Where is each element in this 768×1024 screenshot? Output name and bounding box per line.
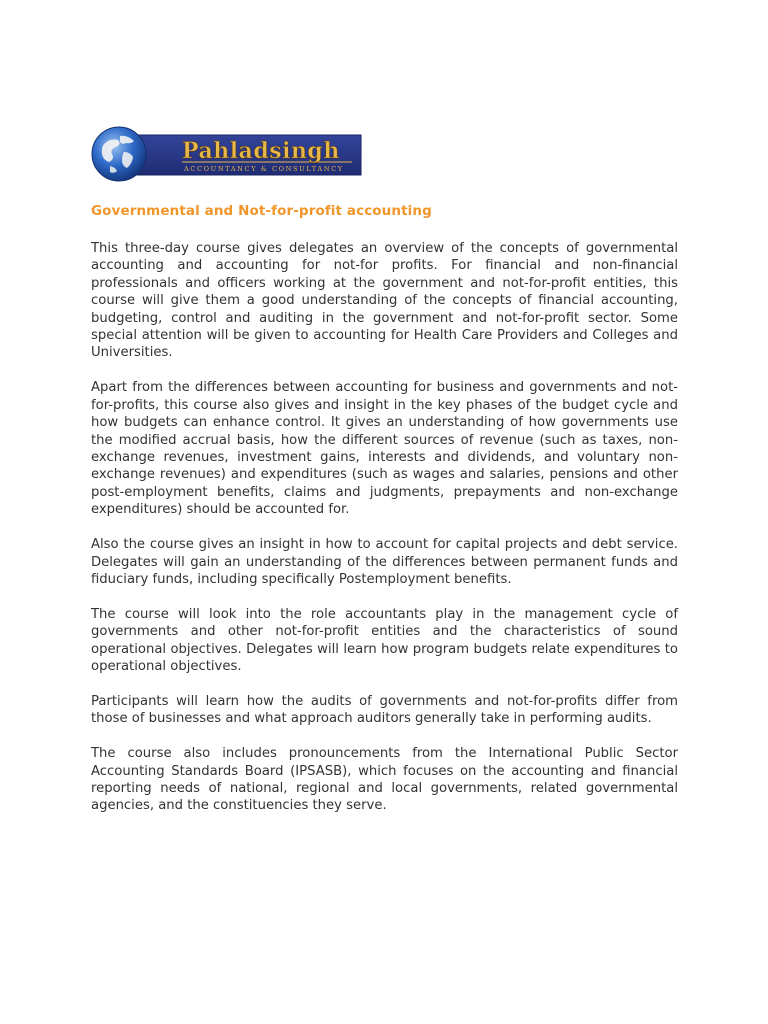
paragraph-ipsasb: The course also includes pronouncements from the International Public Sector Accounting Standards Board (IPSASB), which focuses on the accounting and financial reporting needs of national, regional and local governments, related governmental agencies, and the constituencies they serve. (91, 746, 678, 814)
paragraph-management-cycle: The course will look into the role accountants play in the management cycle of governments and other not-for-profit entities and the characteristics of sound operational objectives. Delegates will learn how program budgets relate expenditures to operational objectives. (91, 606, 678, 675)
page-title: Governmental and Not-for-profit accounting (91, 203, 432, 219)
paragraph-audits: Participants will learn how the audits of governments and not-for-profits differ from those of businesses and what approach auditors generally take in performing audits. (91, 693, 678, 727)
paragraph-overview: This three-day course gives delegates an overview of the concepts of governmental accounting and accounting for not-for profits. For financial and non-financial professionals and officers working at the government and not-for-profit entities, this course will give them a good understanding of the concepts of financial accounting, budgeting, control and auditing in the government and not-for-profit sector. Some special attention will be given to accounting for Health Care Providers and Colleges and Universities. (91, 241, 678, 361)
body-text (91, 240, 678, 832)
company-logo (90, 126, 362, 182)
logo-name: Pahladsingh (182, 138, 340, 164)
logo-graphic (90, 126, 362, 182)
logo-tagline: ACCOUNTANCY & CONSULTANCY (184, 165, 344, 173)
paragraph-differences: Apart from the differences between accounting for business and governments and not-for-profits, this course also gives and insight in the key phases of the budget cycle and how budgets can enhance control. It gives an understanding of how governments use the modified accrual basis, how the different sources of revenue (such as taxes, non-exchange revenues, investment gains, interests and dividends, and voluntary non-exchange revenues) and expenditures (such as wages and salaries, pensions and other post-employment benefits, claims and judgments, prepayments and non-exchange expenditures) should be accounted for. (91, 380, 678, 518)
paragraph-capital-projects: Also the course gives an insight in how to account for capital projects and debt service. Delegates will gain an understanding of the differences between permanent funds and fiduciary funds, including specifically Postemployment benefits. (91, 537, 678, 587)
